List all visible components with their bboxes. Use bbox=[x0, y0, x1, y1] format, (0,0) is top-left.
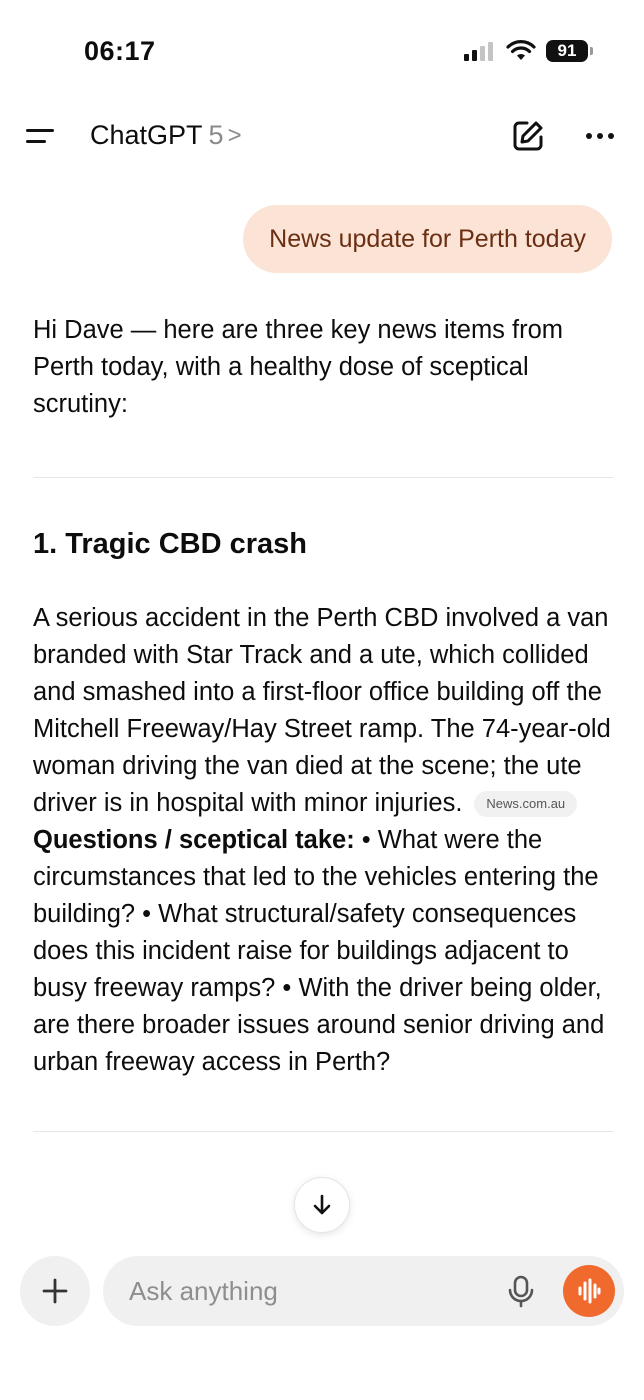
status-bar bbox=[0, 0, 644, 100]
cellular-signal-icon bbox=[464, 41, 496, 61]
source-chip[interactable]: News.com.au bbox=[474, 791, 577, 817]
section-divider-2 bbox=[33, 1131, 613, 1132]
voice-wave-icon bbox=[575, 1277, 603, 1305]
plus-icon bbox=[41, 1277, 69, 1305]
battery-level: 91 bbox=[557, 41, 577, 60]
item1-body: A serious accident in the Perth CBD involved a van branded with Star Track and a ute, which collided and smashed into a first-floor office building off the Mitchell Freeway/Hay Street ramp. The 74-year-old woman driving the van died at the scene; the ute driver is in hospital with minor injuries. bbox=[33, 604, 611, 817]
questions-text: • What were the circumstances that led to the vehicles entering the building? • What structural/safety consequences does this incident raise for buildings adjacent to busy freeway ramps? • With the driver being older, are there broader issues around senior driving and urban freeway access in Perth? bbox=[33, 826, 605, 1076]
new-chat-icon[interactable] bbox=[510, 118, 546, 154]
assistant-response bbox=[33, 312, 613, 1132]
app-header bbox=[0, 100, 644, 172]
arrow-down-icon bbox=[310, 1193, 334, 1217]
voice-mode-button[interactable] bbox=[563, 1265, 615, 1317]
model-version: 5 bbox=[208, 120, 224, 150]
attach-button[interactable] bbox=[20, 1256, 90, 1326]
battery-indicator bbox=[546, 40, 588, 62]
model-selector[interactable] bbox=[90, 120, 242, 151]
questions-label: Questions / sceptical take: bbox=[33, 826, 355, 854]
hamburger-icon[interactable] bbox=[26, 118, 66, 154]
status-icons bbox=[464, 40, 588, 62]
microphone-icon[interactable] bbox=[503, 1273, 539, 1309]
item1-heading: 1. Tragic CBD crash bbox=[33, 528, 307, 560]
more-icon[interactable] bbox=[580, 116, 620, 156]
item1-body-paragraph bbox=[33, 600, 613, 1081]
section-divider bbox=[33, 477, 613, 478]
app-title: ChatGPT bbox=[90, 120, 203, 150]
user-message-text: News update for Perth today bbox=[269, 224, 586, 253]
message-input[interactable] bbox=[129, 1256, 489, 1326]
scroll-down-button[interactable] bbox=[294, 1177, 350, 1233]
composer bbox=[0, 1242, 644, 1400]
message-input-container bbox=[103, 1256, 624, 1326]
response-intro: Hi Dave — here are three key news items from Perth today, with a healthy dose of sceptical scrutiny: bbox=[33, 316, 564, 418]
user-message-bubble bbox=[243, 205, 612, 273]
chevron-right-icon: > bbox=[227, 121, 242, 149]
status-time: 06:17 bbox=[84, 36, 156, 66]
wifi-icon bbox=[506, 40, 536, 62]
